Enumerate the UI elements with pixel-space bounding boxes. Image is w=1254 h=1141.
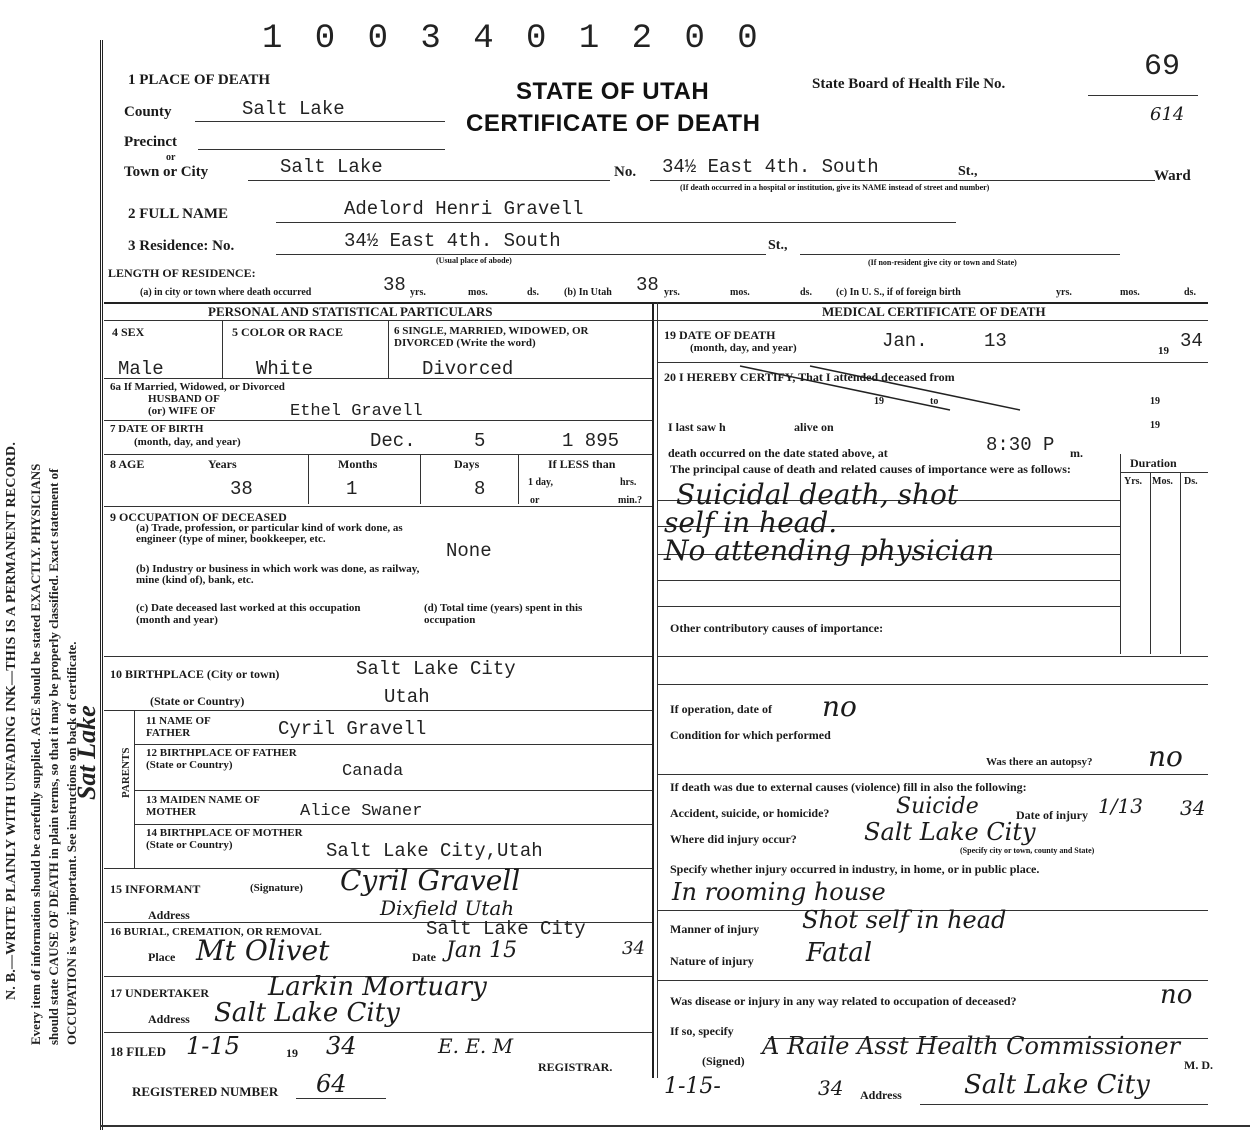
accident-value: Suicide	[896, 794, 979, 819]
margin-signature: Sat Lake	[72, 705, 101, 800]
mother-birthplace-label: 14 BIRTHPLACE OF MOTHER (State or Country)	[146, 827, 303, 851]
burial-label: 16 BURIAL, CREMATION, OR REMOVAL	[110, 926, 322, 938]
cause-label: The principal cause of death and related causes of importance were as follows:	[670, 462, 1071, 476]
operation-label: If operation, date of	[670, 702, 772, 716]
sign-address-label: Address	[860, 1088, 902, 1102]
manner-value: Shot self in head	[802, 906, 1007, 934]
county-label: County	[124, 104, 172, 120]
residence-c-ds: ds.	[1184, 287, 1196, 298]
injury-date-label: Date of injury	[1016, 808, 1088, 822]
dob-year: 1 895	[562, 430, 620, 452]
injury-date: 1/13	[1098, 794, 1143, 818]
undertaker-label: 17 UNDERTAKER	[110, 986, 210, 1000]
father-value: Cyril Gravell	[278, 718, 427, 740]
attended-to: to	[930, 396, 939, 407]
hospital-note: (If death occurred in a hospital or institution, give its NAME instead of street and number)	[680, 183, 990, 192]
occupation-d: (d) Total time (years) spent in this occupation	[424, 602, 583, 626]
residence-b-label: (b) In Utah	[564, 287, 612, 298]
hrs-label: hrs.	[620, 477, 637, 488]
place-heading: 1 PLACE OF DEATH	[128, 72, 271, 88]
residence-a-years: 38	[383, 274, 406, 296]
registered-number: 64	[316, 1070, 347, 1098]
dod-label: 19 DATE OF DEATH	[664, 328, 776, 342]
informant-signature: Cyril Gravell	[340, 864, 521, 897]
days-label: Days	[454, 457, 480, 471]
spouse-label-b: HUSBAND OF	[148, 393, 220, 405]
duration-ds: Ds.	[1184, 476, 1198, 487]
or-min-label: or	[530, 495, 540, 506]
last-saw-19: 19	[1150, 420, 1160, 431]
burial-year: 34	[622, 938, 645, 959]
dod-sub: (month, day, and year)	[690, 342, 797, 354]
specify-label: Specify whether injury occurred in industry, in home, or in public place.	[670, 862, 1040, 876]
residence-b-years: 38	[636, 274, 659, 296]
town-label: Town or City	[124, 164, 209, 180]
occupation-b: (b) Industry or business in which work was done, as railway, mine (kind of), bank, etc.	[136, 563, 420, 586]
full-name-label: 2 FULL NAME	[128, 206, 229, 222]
dod-year: 34	[1180, 330, 1203, 352]
duration-label: Duration	[1130, 456, 1177, 470]
if-so-label: If so, specify	[670, 1024, 734, 1038]
father-birthplace-value: Canada	[342, 762, 404, 781]
precinct-label: Precinct	[124, 134, 178, 150]
dob-month: Dec.	[370, 430, 416, 452]
residence-c-label: (c) In U. S., if of foreign birth	[836, 287, 961, 298]
residence-a-label: (a) in city or town where death occurred	[140, 287, 312, 298]
file-no-extra: 614	[1150, 104, 1185, 125]
dod-year-prefix: 19	[1158, 345, 1169, 357]
operation-value: no	[822, 690, 857, 723]
residence-a-mos: mos.	[468, 287, 488, 298]
months-label: Months	[338, 457, 378, 471]
undertaker-address-label: Address	[148, 1012, 190, 1026]
informant-address: Dixfield Utah	[380, 896, 515, 920]
manner-label: Manner of injury	[670, 922, 760, 936]
father-birthplace-label: 12 BIRTHPLACE OF FATHER (State or Country)	[146, 747, 297, 771]
birthplace-label: 10 BIRTHPLACE (City or town)	[110, 667, 280, 681]
less-than-label: If LESS than	[548, 457, 616, 471]
duration-yrs: Yrs.	[1124, 476, 1143, 487]
certificate-number: 1 0 0 3 4 0 1 2 0 0	[262, 20, 764, 58]
residence-c-mos: mos.	[1120, 287, 1140, 298]
age-months: 1	[346, 478, 358, 500]
spouse-label-a: 6a If Married, Widowed, or Divorced	[110, 381, 285, 393]
where-label: Where did injury occur?	[670, 832, 797, 846]
min-label: min.?	[618, 495, 643, 506]
informant-label: 15 INFORMANT	[110, 882, 201, 896]
spouse-value: Ethel Gravell	[290, 402, 423, 421]
nonresident-note: (If non-resident give city or town and State)	[868, 258, 1017, 267]
occupation-related-label: Was disease or injury in any way related to occupation of deceased?	[670, 994, 1017, 1008]
residence-a-yrs: yrs.	[410, 287, 426, 298]
sex-value: Male	[118, 358, 164, 380]
undertaker-value: Larkin Mortuary	[268, 972, 487, 1002]
marital-value: Divorced	[422, 358, 514, 380]
informant-signature-label: (Signature)	[250, 882, 303, 894]
occupation-a: (a) Trade, profession, or particular kind of work done, as engineer (type of miner, bookkeeper, etc.	[136, 522, 403, 545]
mother-label: 13 MAIDEN NAME OF MOTHER	[146, 794, 260, 818]
where-note: (Specify city or town, county and State)	[960, 846, 1095, 855]
signed-label: (Signed)	[702, 1054, 745, 1068]
certify-strike	[700, 362, 1030, 414]
years-label: Years	[208, 457, 237, 471]
registrar-signature: E. E. M	[438, 1034, 514, 1058]
street-st-label: St.,	[958, 164, 978, 179]
autopsy-label: Was there an autopsy?	[986, 756, 1093, 768]
informant-address-label: Address	[148, 908, 190, 922]
or-label: or	[166, 152, 176, 163]
full-name-value: Adelord Henri Gravell	[344, 198, 584, 220]
where-value: Salt Lake City	[864, 818, 1036, 846]
state-title: STATE OF UTAH	[516, 78, 710, 105]
external-causes-label: If death was due to external causes (violence) fill in also the following:	[670, 780, 1027, 794]
spouse-label-c: (or) WIFE OF	[148, 405, 216, 417]
street-no-label: No.	[614, 164, 637, 180]
attended-19-b: 19	[1150, 396, 1160, 407]
mother-birthplace-value: Salt Lake City,Utah	[326, 840, 543, 862]
occupation-value: None	[446, 540, 492, 562]
age-label: 8 AGE	[110, 457, 145, 471]
residence-c-yrs: yrs.	[1056, 287, 1072, 298]
personal-heading: PERSONAL AND STATISTICAL PARTICULARS	[208, 304, 493, 319]
filed-label: 18 FILED	[110, 1044, 166, 1059]
street-value: 34½ East 4th. South	[662, 156, 879, 178]
sign-address-value: Salt Lake City	[964, 1070, 1150, 1100]
burial-date: Jan 15	[446, 938, 518, 963]
time-of-death: 8:30 P	[986, 434, 1055, 456]
cause-line-2: self in head.	[664, 506, 838, 539]
occupation-related-value: no	[1160, 980, 1193, 1010]
registered-number-label: REGISTERED NUMBER	[132, 1084, 279, 1099]
autopsy-value: no	[1148, 740, 1183, 773]
burial-place-label: Place	[148, 950, 176, 964]
certificate-title: CERTIFICATE OF DEATH	[466, 110, 761, 137]
sex-label: 4 SEX	[112, 325, 145, 339]
length-residence-label: LENGTH OF RESIDENCE:	[108, 266, 256, 280]
side-note-occupation: OCCUPATION is very important. See instructions on back of certificate.	[64, 641, 79, 1045]
dob-day: 5	[474, 430, 486, 452]
race-label: 5 COLOR OR RACE	[232, 325, 344, 339]
dod-day: 13	[984, 330, 1007, 352]
sign-date: 1-15-	[664, 1074, 721, 1099]
time-m-label: m.	[1070, 446, 1083, 460]
nature-value: Fatal	[806, 938, 873, 968]
one-day-label: 1 day,	[528, 477, 554, 488]
alive-on-label: alive on	[794, 420, 834, 434]
race-value: White	[256, 358, 314, 380]
accident-label: Accident, suicide, or homicide?	[670, 806, 830, 820]
contributory-label: Other contributory causes of importance:	[670, 621, 884, 635]
md-label: M. D.	[1184, 1058, 1213, 1072]
county-value: Salt Lake	[242, 98, 345, 120]
father-label: 11 NAME OF FATHER	[146, 715, 211, 739]
file-no-value: 69	[1144, 50, 1181, 84]
cause-line-3: No attending physician	[664, 534, 995, 567]
town-value: Salt Lake	[280, 156, 383, 178]
residence-label: 3 Residence: No.	[128, 238, 235, 254]
side-note-age: Every item of information should be carefully supplied. AGE should be stated EXACTLY. PHYSICIANS	[28, 463, 43, 1045]
condition-label: Condition for which performed	[670, 728, 831, 742]
sign-year: 34	[818, 1076, 844, 1100]
registrar-label: REGISTRAR.	[538, 1060, 613, 1074]
death-occurred-label: death occurred on the date stated above, at	[668, 446, 888, 460]
certify-label: 20 I HEREBY CERTIFY, That I attended deceased from	[664, 370, 955, 384]
burial-place: Mt Olivet	[196, 934, 330, 967]
cause-line-1: Suicidal death, shot	[676, 478, 959, 511]
filed-year-prefix: 19	[286, 1046, 298, 1060]
residence-b-ds: ds.	[800, 287, 812, 298]
residence-b-yrs: yrs.	[664, 287, 680, 298]
nature-label: Nature of injury	[670, 954, 754, 968]
residence-value: 34½ East 4th. South	[344, 230, 561, 252]
dob-label: 7 DATE OF BIRTH	[110, 423, 204, 435]
duration-mos: Mos.	[1152, 476, 1173, 487]
side-note-ink: N. B.—WRITE PLAINLY WITH UNFADING INK—THIS IS A PERMANENT RECORD.	[4, 441, 19, 1000]
undertaker-address: Salt Lake City	[214, 998, 400, 1028]
signed-value: A Raile Asst Health Commissioner	[762, 1032, 1181, 1060]
file-no-label: State Board of Health File No.	[812, 76, 1006, 92]
parents-label: PARENTS	[120, 747, 132, 798]
attended-19-a: 19	[874, 396, 884, 407]
filed-date: 1-15	[186, 1032, 240, 1060]
age-days: 8	[474, 478, 486, 500]
birthplace-value: Salt Lake City	[356, 658, 516, 680]
last-saw-label: I last saw h	[668, 420, 726, 434]
injury-year: 34	[1180, 796, 1206, 820]
dod-month: Jan.	[882, 330, 928, 352]
residence-a-ds: ds.	[527, 287, 539, 298]
burial-typed: Salt Lake City	[426, 918, 586, 940]
medical-heading: MEDICAL CERTIFICATE OF DEATH	[822, 304, 1046, 319]
usual-abode-note: (Usual place of abode)	[436, 256, 512, 265]
residence-b-mos: mos.	[730, 287, 750, 298]
birth-state-value: Utah	[384, 686, 430, 708]
ward-label: Ward	[1154, 168, 1191, 184]
filed-year: 34	[326, 1032, 357, 1060]
marital-label: 6 SINGLE, MARRIED, WIDOWED, OR DIVORCED (Write the word)	[394, 325, 589, 349]
birth-state-label: (State or Country)	[150, 694, 245, 708]
dob-sub: (month, day, and year)	[134, 436, 241, 448]
occupation-heading: 9 OCCUPATION OF DECEASED	[110, 510, 287, 524]
specify-value: In rooming house	[672, 878, 886, 906]
mother-value: Alice Swaner	[300, 802, 423, 821]
occupation-c: (c) Date deceased last worked at this occupation (month and year)	[136, 602, 361, 626]
side-note-cause: should state CAUSE OF DEATH in plain terms, so that it may be properly classified. Exact statement of	[46, 468, 61, 1045]
burial-date-label: Date	[412, 950, 436, 964]
age-years: 38	[230, 478, 253, 500]
residence-st-label: St.,	[768, 238, 788, 253]
